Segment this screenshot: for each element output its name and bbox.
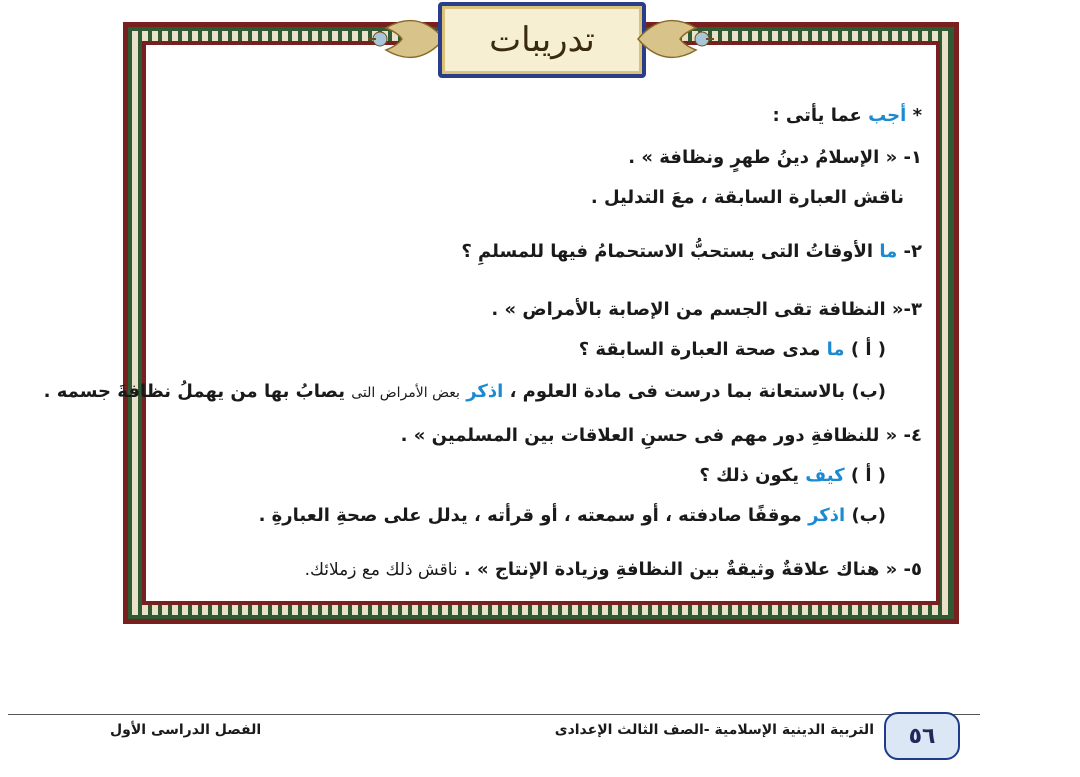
question-4b-label: (ب) (851, 505, 886, 526)
question-4b-keyword: اذكر (808, 505, 846, 526)
ornament-left-icon (366, 8, 446, 70)
question-2 (461, 240, 922, 264)
footer-rule (8, 714, 980, 715)
page-number: ٥٦ (908, 723, 936, 749)
question-2-number: ٢- (903, 241, 922, 262)
question-4a-text: يكون ذلك ؟ (699, 465, 800, 486)
question-1-task: ناقش العبارة السابقة ، معَ التدليل . (590, 187, 904, 208)
question-5 (305, 558, 922, 582)
question-1: ١- « الإسلامُ دينُ طهرٍ ونظافة » . (628, 147, 922, 168)
question-4a (699, 464, 886, 488)
instruction-verb: أجب (868, 105, 907, 126)
instruction-text: عما يأتى : (772, 105, 862, 126)
question-3a-text: مدى صحة العبارة السابقة ؟ (578, 339, 821, 360)
question-2-keyword: ما (879, 241, 898, 262)
question-5-text: ٥- « هناك علاقةٌ وثيقةٌ بين النظافةِ وزيادة الإنتاج » . (463, 559, 922, 580)
page-title: تدريبات (489, 20, 595, 60)
question-2-text: الأوقاتُ التى يستحبُّ الاستحمامُ فيها للمسلمِ ؟ (461, 241, 874, 262)
instruction-line (772, 104, 922, 128)
footer-term: الفصل الدراسى الأول (110, 722, 262, 738)
question-3a (579, 338, 886, 362)
question-4a-keyword: كيف (805, 465, 845, 486)
question-4b (259, 504, 886, 528)
page-number-badge (884, 712, 960, 760)
question-3b-text-start: (ب) بالاستعانة بما درست فى مادة العلوم ، (509, 381, 886, 402)
question-3a-keyword: ما (826, 339, 845, 360)
footer-book-title: التربية الدينية الإسلامية -الصف الثالث الإعدادى (554, 722, 874, 738)
question-3b-text-end: يصابُ بها من يهملُ نظافةَ جسمه . (43, 381, 345, 402)
question-5-task: ناقش ذلك مع زملائك. (304, 560, 458, 580)
question-3b-small-text: بعض الأمراض التى (351, 385, 460, 401)
question-3b-keyword: اذكر (466, 381, 504, 402)
star-bullet: * (912, 105, 922, 126)
question-4: ٤- « للنظافةِ دور مهم فى حسنِ العلاقات بين المسلمين » . (400, 425, 922, 446)
title-box (438, 2, 646, 78)
question-3a-label: ( أ ) (850, 339, 886, 360)
title-banner (366, 0, 716, 82)
question-3b (44, 380, 886, 405)
question-3: ٣-« النظافة تقى الجسم من الإصابة بالأمراض » . (491, 299, 922, 320)
question-4b-text: موقفًا صادفته ، أو سمعته ، أو قرأته ، يدلل على صحةِ العبارةِ . (258, 505, 802, 526)
ornament-right-icon (636, 8, 716, 70)
question-4a-label: ( أ ) (850, 465, 886, 486)
